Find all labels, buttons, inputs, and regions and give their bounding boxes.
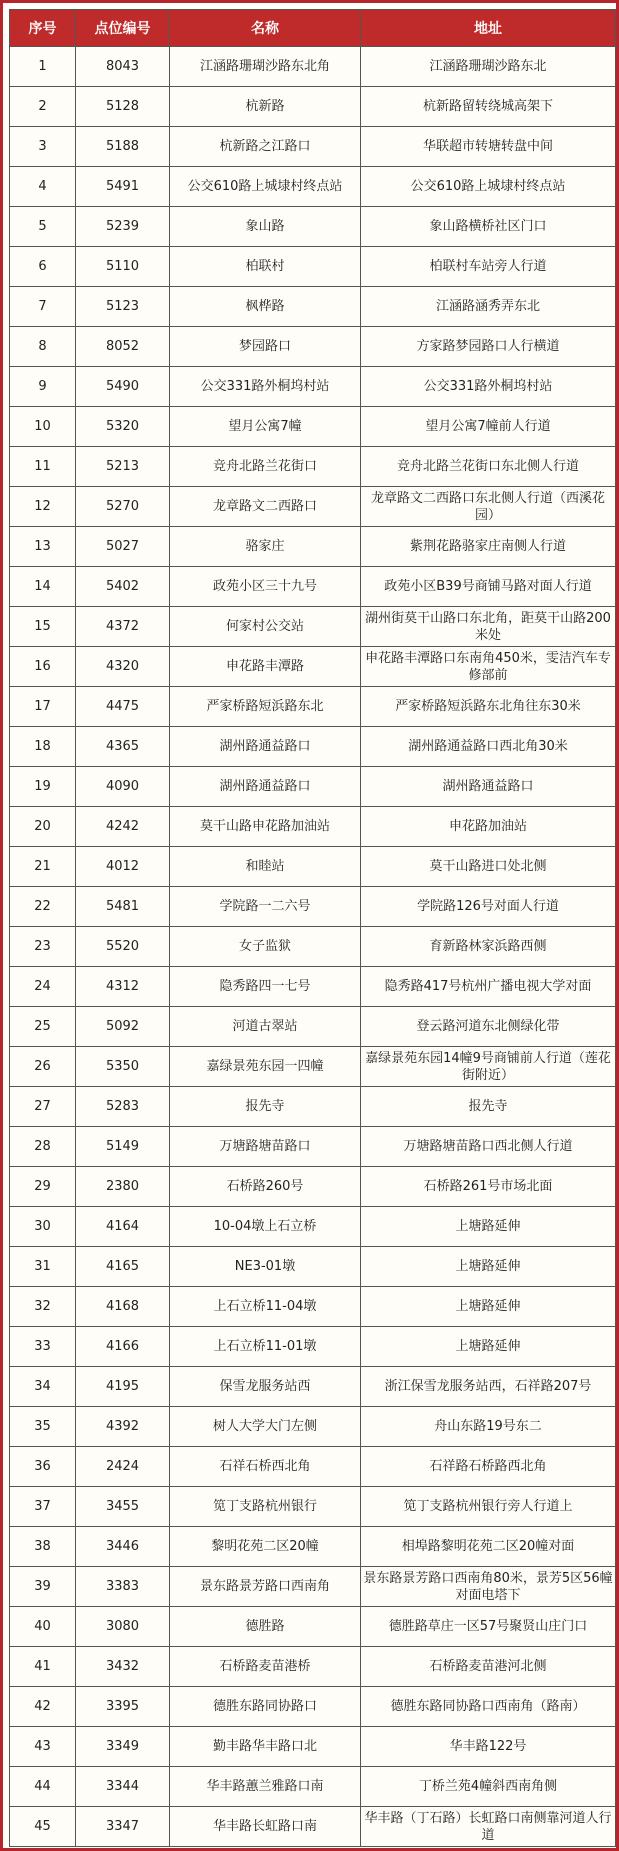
cell-code: 3349 [76,1727,170,1767]
table-row [10,767,616,807]
cell-index: 15 [10,607,76,647]
cell-code: 4012 [76,847,170,887]
cell-name: 申花路丰潭路 [170,647,361,687]
cell-address: 育新路林家浜路西侧 [361,927,616,967]
cell-code: 4320 [76,647,170,687]
cell-index: 31 [10,1247,76,1287]
cell-index: 7 [10,287,76,327]
cell-code: 3432 [76,1647,170,1687]
cell-address: 竞舟北路兰花街口东北侧人行道 [361,447,616,487]
cell-code: 4242 [76,807,170,847]
table-row [10,1527,616,1567]
cell-name: 江涵路珊瑚沙路东北角 [170,47,361,87]
cell-index: 1 [10,47,76,87]
cell-code: 5320 [76,407,170,447]
table-header-row [10,10,616,47]
cell-index: 36 [10,1447,76,1487]
table-row [10,127,616,167]
cell-name: 杭新路之江路口 [170,127,361,167]
cell-address: 登云路河道东北侧绿化带 [361,1007,616,1047]
cell-index: 18 [10,727,76,767]
cell-code: 4090 [76,767,170,807]
cell-code: 2424 [76,1447,170,1487]
cell-address: 政苑小区B39号商铺马路对面人行道 [361,567,616,607]
table-row [10,1327,616,1367]
cell-name: 石桥路260号 [170,1167,361,1207]
cell-address: 象山路横桥社区门口 [361,207,616,247]
cell-name: 莫干山路申花路加油站 [170,807,361,847]
cell-name: 隐秀路四一七号 [170,967,361,1007]
table-row [10,967,616,1007]
cell-name: 女子监狱 [170,927,361,967]
table-row [10,527,616,567]
cell-index: 34 [10,1367,76,1407]
cell-index: 38 [10,1527,76,1567]
cell-address: 华联超市转塘转盘中间 [361,127,616,167]
cell-index: 5 [10,207,76,247]
table-row [10,1767,616,1807]
cell-code: 3455 [76,1487,170,1527]
cell-address: 华丰路122号 [361,1727,616,1767]
cell-address: 申花路加油站 [361,807,616,847]
cell-code: 4312 [76,967,170,1007]
table-row [10,447,616,487]
cell-address: 柏联村车站旁人行道 [361,247,616,287]
cell-code: 5283 [76,1087,170,1127]
table-row [10,47,616,87]
table-row [10,1047,616,1087]
cell-index: 24 [10,967,76,1007]
cell-code: 4475 [76,687,170,727]
cell-index: 45 [10,1807,76,1847]
cell-address: 江涵路珊瑚沙路东北 [361,47,616,87]
cell-address: 德胜路草庄一区57号聚贤山庄门口 [361,1607,616,1647]
cell-name: 石桥路麦苗港桥 [170,1647,361,1687]
cell-name: 树人大学大门左侧 [170,1407,361,1447]
table-row [10,1567,616,1607]
monitoring-points-table [9,9,616,1847]
cell-name: 石祥石桥西北角 [170,1447,361,1487]
table-row [10,1687,616,1727]
cell-index: 6 [10,247,76,287]
cell-address: 隐秀路417号杭州广播电视大学对面 [361,967,616,1007]
table-row [10,327,616,367]
cell-index: 44 [10,1767,76,1807]
cell-name: 上石立桥11-04墩 [170,1287,361,1327]
cell-name: 枫桦路 [170,287,361,327]
table-row [10,1367,616,1407]
cell-address: 龙章路文二西路口东北侧人行道（西溪花园） [361,487,616,527]
table-row [10,1167,616,1207]
cell-index: 14 [10,567,76,607]
cell-address: 湖州路通益路口西北角30米 [361,727,616,767]
cell-code: 3446 [76,1527,170,1567]
header-index: 序号 [10,10,76,47]
cell-address: 湖州街莫干山路口东北角，距莫干山路200米处 [361,607,616,647]
cell-address: 万塘路塘苗路口西北侧人行道 [361,1127,616,1167]
cell-index: 25 [10,1007,76,1047]
cell-code: 2380 [76,1167,170,1207]
table-row [10,1487,616,1527]
cell-name: 竞舟北路兰花街口 [170,447,361,487]
cell-index: 37 [10,1487,76,1527]
cell-code: 5491 [76,167,170,207]
cell-code: 4164 [76,1207,170,1247]
cell-name: 学院路一二六号 [170,887,361,927]
cell-index: 8 [10,327,76,367]
cell-address: 相埠路黎明花苑二区20幢对面 [361,1527,616,1567]
cell-code: 3080 [76,1607,170,1647]
cell-address: 紫荆花路骆家庄南侧人行道 [361,527,616,567]
table-row [10,1607,616,1647]
table-row [10,1727,616,1767]
cell-address: 景东路景芳路口西南角80米，景芳5区56幢对面电塔下 [361,1567,616,1607]
cell-name: 望月公寓7幢 [170,407,361,447]
cell-code: 4168 [76,1287,170,1327]
cell-address: 杭新路留转绕城高架下 [361,87,616,127]
table-row [10,247,616,287]
cell-code: 8052 [76,327,170,367]
cell-index: 9 [10,367,76,407]
table-row [10,87,616,127]
table-row [10,1207,616,1247]
cell-address: 报先寺 [361,1087,616,1127]
cell-code: 5149 [76,1127,170,1167]
cell-name: 湖州路通益路口 [170,727,361,767]
table-row [10,367,616,407]
cell-address: 上塘路延伸 [361,1327,616,1367]
table-row [10,1127,616,1167]
cell-name: 杭新路 [170,87,361,127]
cell-address: 公交610路上城埭村终点站 [361,167,616,207]
cell-code: 3383 [76,1567,170,1607]
cell-index: 10 [10,407,76,447]
cell-code: 4392 [76,1407,170,1447]
cell-code: 5239 [76,207,170,247]
cell-name: 报先寺 [170,1087,361,1127]
table-row [10,567,616,607]
cell-name: 公交331路外桐坞村站 [170,367,361,407]
cell-index: 42 [10,1687,76,1727]
cell-index: 43 [10,1727,76,1767]
cell-code: 4372 [76,607,170,647]
header-code: 点位编号 [76,10,170,47]
cell-name: 万塘路塘苗路口 [170,1127,361,1167]
cell-code: 4365 [76,727,170,767]
cell-code: 5027 [76,527,170,567]
cell-index: 30 [10,1207,76,1247]
cell-address: 严家桥路短浜路东北角往东30米 [361,687,616,727]
cell-address: 丁桥兰苑4幢斜西南角侧 [361,1767,616,1807]
cell-name: 笕丁支路杭州银行 [170,1487,361,1527]
cell-code: 3344 [76,1767,170,1807]
cell-index: 13 [10,527,76,567]
cell-code: 5490 [76,367,170,407]
cell-name: 政苑小区三十九号 [170,567,361,607]
cell-name: 河道古翠站 [170,1007,361,1047]
cell-name: 黎明花苑二区20幢 [170,1527,361,1567]
cell-address: 学院路126号对面人行道 [361,887,616,927]
table-row [10,287,616,327]
header-name: 名称 [170,10,361,47]
cell-name: 勤丰路华丰路口北 [170,1727,361,1767]
cell-address: 浙江保雪龙服务站西，石祥路207号 [361,1367,616,1407]
cell-code: 5520 [76,927,170,967]
table-row [10,487,616,527]
cell-code: 3347 [76,1807,170,1847]
cell-address: 江涵路涵秀弄东北 [361,287,616,327]
cell-name: 湖州路通益路口 [170,767,361,807]
cell-code: 5110 [76,247,170,287]
cell-index: 19 [10,767,76,807]
cell-index: 4 [10,167,76,207]
cell-address: 笕丁支路杭州银行旁人行道上 [361,1487,616,1527]
table-row [10,207,616,247]
cell-index: 29 [10,1167,76,1207]
cell-code: 4195 [76,1367,170,1407]
cell-index: 39 [10,1567,76,1607]
cell-index: 35 [10,1407,76,1447]
cell-index: 17 [10,687,76,727]
cell-index: 41 [10,1647,76,1687]
cell-address: 德胜东路同协路口西南角（路南） [361,1687,616,1727]
cell-name: 梦园路口 [170,327,361,367]
cell-name: 保雪龙服务站西 [170,1367,361,1407]
table-row [10,887,616,927]
cell-name: NE3-01墩 [170,1247,361,1287]
cell-name: 严家桥路短浜路东北 [170,687,361,727]
cell-index: 16 [10,647,76,687]
cell-index: 11 [10,447,76,487]
table-row [10,1807,616,1847]
header-address: 地址 [361,10,616,47]
table-row [10,1647,616,1687]
cell-index: 2 [10,87,76,127]
cell-address: 嘉绿景苑东园14幢9号商铺前人行道（莲花街附近） [361,1047,616,1087]
cell-address: 申花路丰潭路口东南角450米，雯洁汽车专修部前 [361,647,616,687]
cell-address: 湖州路通益路口 [361,767,616,807]
cell-code: 5213 [76,447,170,487]
cell-address: 上塘路延伸 [361,1287,616,1327]
cell-address: 上塘路延伸 [361,1247,616,1287]
table-row [10,647,616,687]
cell-index: 28 [10,1127,76,1167]
cell-name: 公交610路上城埭村终点站 [170,167,361,207]
cell-index: 3 [10,127,76,167]
cell-code: 5350 [76,1047,170,1087]
cell-code: 5123 [76,287,170,327]
table-row [10,167,616,207]
cell-code: 5092 [76,1007,170,1047]
cell-name: 何家村公交站 [170,607,361,647]
table-row [10,927,616,967]
cell-index: 20 [10,807,76,847]
cell-address: 舟山东路19号东二 [361,1407,616,1447]
cell-address: 望月公寓7幢前人行道 [361,407,616,447]
cell-address: 方家路梦园路口人行横道 [361,327,616,367]
cell-code: 5128 [76,87,170,127]
cell-index: 12 [10,487,76,527]
cell-index: 32 [10,1287,76,1327]
cell-name: 德胜路 [170,1607,361,1647]
cell-code: 5402 [76,567,170,607]
cell-address: 石桥路麦苗港河北侧 [361,1647,616,1687]
cell-name: 龙章路文二西路口 [170,487,361,527]
cell-index: 40 [10,1607,76,1647]
table-row [10,1247,616,1287]
table-row [10,1447,616,1487]
cell-index: 22 [10,887,76,927]
table-row [10,1007,616,1047]
cell-name: 嘉绿景苑东园一四幢 [170,1047,361,1087]
cell-code: 5188 [76,127,170,167]
cell-name: 上石立桥11-01墩 [170,1327,361,1367]
cell-index: 27 [10,1087,76,1127]
table-row [10,1407,616,1447]
table-row [10,607,616,647]
cell-name: 骆家庄 [170,527,361,567]
cell-name: 柏联村 [170,247,361,287]
cell-code: 3395 [76,1687,170,1727]
cell-index: 23 [10,927,76,967]
cell-name: 景东路景芳路口西南角 [170,1567,361,1607]
cell-address: 石祥路石桥路西北角 [361,1447,616,1487]
cell-address: 石桥路261号市场北面 [361,1167,616,1207]
cell-name: 10-04墩上石立桥 [170,1207,361,1247]
cell-code: 4166 [76,1327,170,1367]
table-row [10,807,616,847]
table-row [10,687,616,727]
cell-address: 华丰路（丁石路）长虹路口南侧靠河道人行道 [361,1807,616,1847]
cell-index: 21 [10,847,76,887]
table-row [10,1087,616,1127]
cell-code: 8043 [76,47,170,87]
cell-index: 33 [10,1327,76,1367]
table-row [10,407,616,447]
cell-name: 华丰路长虹路口南 [170,1807,361,1847]
table-row [10,1287,616,1327]
cell-address: 上塘路延伸 [361,1207,616,1247]
cell-name: 华丰路蕙兰雅路口南 [170,1767,361,1807]
cell-name: 象山路 [170,207,361,247]
cell-name: 德胜东路同协路口 [170,1687,361,1727]
cell-address: 公交331路外桐坞村站 [361,367,616,407]
cell-name: 和睦站 [170,847,361,887]
table-row [10,727,616,767]
cell-address: 莫干山路进口处北侧 [361,847,616,887]
cell-code: 4165 [76,1247,170,1287]
cell-code: 5270 [76,487,170,527]
cell-index: 26 [10,1047,76,1087]
table-row [10,847,616,887]
cell-code: 5481 [76,887,170,927]
